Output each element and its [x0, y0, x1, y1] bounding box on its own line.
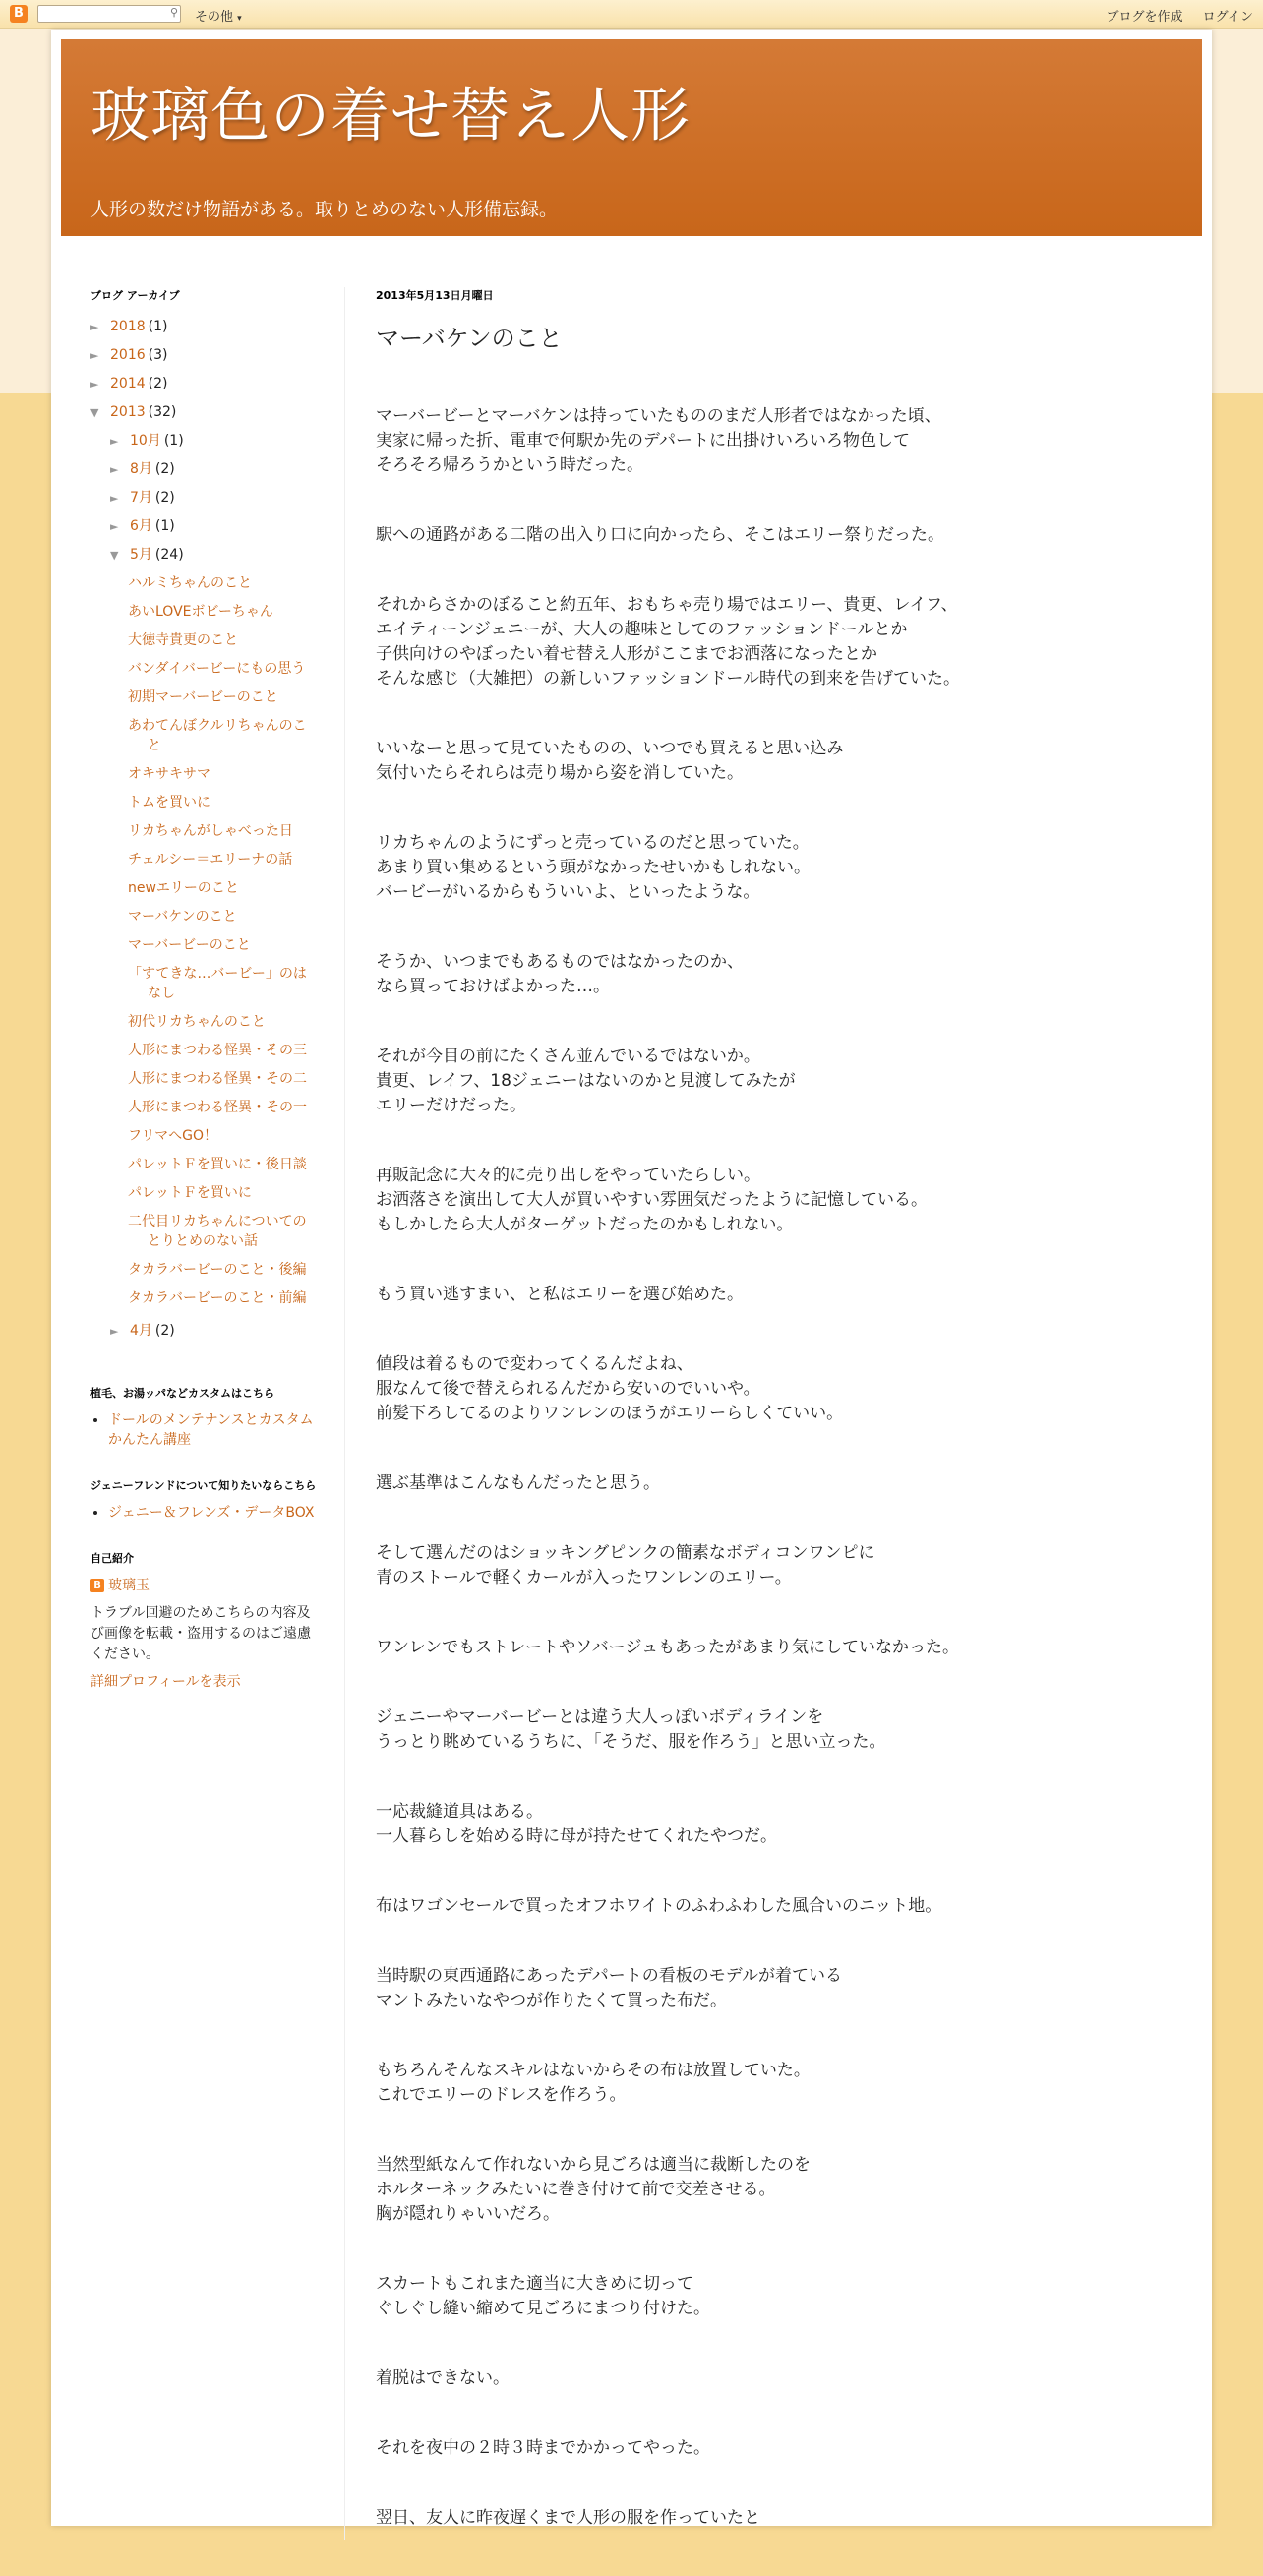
navbar-more-menu[interactable] — [195, 6, 242, 25]
archive-post-link[interactable]: newエリーのこと — [128, 880, 239, 896]
triangle-right-icon[interactable]: ► — [110, 492, 119, 505]
archive-post-link[interactable]: 初代リカちゃんのこと — [128, 1014, 266, 1030]
archive-post-link[interactable]: リカちゃんがしゃべった日 — [128, 823, 293, 839]
blogger-logo-icon[interactable]: B — [10, 5, 28, 23]
triangle-right-icon[interactable]: ► — [110, 435, 119, 448]
archive-post-item — [128, 1069, 317, 1089]
archive-post-link[interactable]: ハルミちゃんのこと — [128, 575, 252, 591]
blog-description: 人形の数だけ物語がある。取りとめのない人形備忘録。 — [90, 199, 559, 220]
post-title: マーバケンのこと — [376, 325, 563, 352]
archive-month-open[interactable] — [90, 541, 317, 569]
archive-year-open[interactable] — [90, 398, 317, 427]
archive-count: (2) — [148, 376, 168, 391]
archive-post-item — [128, 688, 317, 707]
post-paragraph: ワンレンでもストレートやソバージュもあったがあまり気にしていなかった。 — [376, 1638, 959, 1657]
post-paragraph: 当時駅の東西通路にあったデパートの看板のモデルが着ている マントみたいなやつが作りたくて買った布だ。 — [376, 1966, 842, 2010]
triangle-right-icon[interactable]: ► — [110, 520, 119, 533]
post-paragraph: それを夜中の２時３時までかかってやった。 — [376, 2438, 710, 2458]
archive-post-item — [128, 1288, 317, 1308]
maintenance-link[interactable]: ドールのメンテナンスとカスタム かんたん講座 — [108, 1412, 314, 1448]
triangle-down-icon[interactable]: ▼ — [90, 406, 99, 419]
archive-link[interactable]: 8月 — [130, 461, 152, 477]
chevron-down-icon: ▾ — [237, 14, 242, 24]
author-link[interactable]: 玻璃玉 — [108, 1578, 150, 1593]
archive-post-link[interactable]: あわてんぼクルリちゃんのこと — [128, 718, 307, 753]
create-blog-link[interactable]: ブログを作成 — [1106, 10, 1183, 25]
post-paragraph: 駅への通路がある二階の出入り口に向かったら、そこはエリー祭りだった。 — [376, 525, 944, 545]
triangle-right-icon[interactable]: ► — [90, 349, 99, 362]
archive-post-link[interactable]: 人形にまつわる怪異・その三 — [128, 1043, 307, 1058]
custom-link-list — [90, 1410, 317, 1450]
archive-post-list — [90, 573, 317, 1308]
post-paragraph: 一応裁縫道具はある。 一人暮らしを始める時に母が持たせてくれたやつだ。 — [376, 1802, 777, 1846]
archive-link[interactable]: 6月 — [130, 518, 152, 534]
archive-month-april[interactable] — [90, 1317, 317, 1346]
archive-post-link[interactable]: マーバービーのこと — [128, 937, 251, 953]
sidebar — [90, 287, 317, 1691]
triangle-right-icon[interactable]: ► — [90, 378, 99, 390]
blogger-navbar — [0, 0, 1263, 29]
archive-post-item — [128, 1155, 317, 1174]
jenny-link-list — [90, 1503, 317, 1523]
archive-post-item — [128, 764, 317, 784]
post-paragraph: そして選んだのはショッキングピンクの簡素なボディコンワンピに 青のストールで軽くカールが入ったワンレンのエリー。 — [376, 1543, 875, 1588]
link-item — [108, 1410, 317, 1450]
post-paragraph: もう買い逃すまい、と私はエリーを選び始めた。 — [376, 1285, 744, 1304]
post-paragraph: 再販記念に大々的に売り出しをやっていたらしい。 お洒落さを演出して大人が買いやすい雰囲気だったように記憶している。 もしかしたら大人がターゲットだったのかもしれない。 — [376, 1166, 928, 1234]
archive-post-link[interactable]: フリマへGO！ — [128, 1128, 218, 1144]
archive-row[interactable] — [90, 370, 317, 398]
link-item — [108, 1503, 317, 1523]
profile-text: トラブル回避のためこちらの内容及び画像を転載・盗用するのはご遠慮ください。 — [90, 1605, 311, 1662]
view-profile-link[interactable]: 詳細プロフィールを表示 — [90, 1674, 241, 1690]
archive-post-item — [128, 1212, 317, 1251]
archive-link[interactable]: 10月 — [130, 433, 161, 449]
navbar-search-input[interactable] — [37, 5, 181, 23]
main-content — [376, 287, 1163, 2576]
post-paragraph: それからさかのぼること約五年、おもちゃ売り場ではエリー、貴更、レイフ、 エイティーンジェニーが、大人の趣味としてのファッションドールとか 子供向けのやぼったい着せ替え人形がここまでお洒落になったとか そんな感じ（大雑把）の新しいファッションドール時代の到来を告げていた。 — [376, 595, 960, 689]
archive-link[interactable]: 7月 — [130, 490, 152, 506]
post-paragraph: 値段は着るもので変わってくるんだよね、 服なんて後で替えられるんだから安いのでいいや。 前髪下ろしてるのよりワンレンのほうがエリーらしくていい。 — [376, 1354, 844, 1423]
archive-post-item — [128, 878, 317, 898]
blogger-profile-icon: B — [90, 1579, 104, 1592]
navbar-right — [1090, 6, 1253, 25]
post-paragraph: それが今目の前にたくさん並んでいるではないか。 貴更、レイフ、18ジェニーはないのかと見渡してみたが エリーだけだった。 — [376, 1047, 796, 1115]
archive-post-link[interactable]: あいLOVEボビーちゃん — [128, 604, 273, 620]
archive-post-item — [128, 964, 317, 1003]
archive-count: (32) — [148, 404, 177, 420]
archive-post-link[interactable]: 人形にまつわる怪異・その一 — [128, 1100, 307, 1115]
post-paragraph: 当然型紙なんて作れないから見ごろは適当に裁断したのを ホルターネックみたいに巻き付けて前で交差させる。 胸が隠れりゃいいだろ。 — [376, 2155, 811, 2224]
archive-count: (3) — [148, 347, 168, 363]
archive-post-link[interactable]: タカラバービーのこと・後編 — [128, 1262, 307, 1278]
archive-post-item — [128, 602, 317, 622]
blog-header — [61, 39, 1202, 236]
more-label: その他 — [195, 10, 234, 25]
archive-link[interactable]: 2014 — [110, 376, 146, 391]
archive-post-item — [128, 1098, 317, 1117]
archive-year-link[interactable]: 2013 — [110, 404, 146, 420]
archive-post-item — [128, 850, 317, 869]
archive-month-link[interactable]: 4月 — [130, 1323, 152, 1339]
post-date: 2013年5月13日月曜日 — [376, 289, 494, 302]
archive-post-link[interactable]: パレットＦを買いに — [128, 1185, 252, 1201]
archive-post-link[interactable]: チェルシー＝エリーナの話 — [128, 852, 293, 868]
profile-title: 自己紹介 — [90, 1552, 134, 1565]
blog-title[interactable]: 玻璃色の着せ替え人形 — [90, 82, 691, 150]
post-paragraph: 着脱はできない。 — [376, 2368, 510, 2388]
archive-count: (24) — [154, 547, 184, 563]
archive-post-link[interactable]: 人形にまつわる怪異・その二 — [128, 1071, 307, 1087]
triangle-down-icon[interactable]: ▼ — [110, 549, 119, 562]
archive-post-item — [128, 907, 317, 927]
triangle-right-icon[interactable]: ► — [110, 463, 119, 476]
triangle-right-icon[interactable]: ► — [110, 1325, 119, 1338]
archive-link[interactable]: 2018 — [110, 319, 146, 334]
archive-post-item — [128, 821, 317, 841]
archive-count: (2) — [154, 461, 175, 477]
jenny-databox-link[interactable]: ジェニー＆フレンズ・データBOX — [108, 1505, 315, 1521]
archive-post-item — [128, 1260, 317, 1280]
archive-post-item — [128, 573, 317, 593]
archive-post-link[interactable]: パレットＦを買いに・後日談 — [128, 1157, 307, 1172]
archive-count: (1) — [154, 518, 175, 534]
archive-post-link[interactable]: オキサキサマ — [128, 766, 210, 782]
archive-row[interactable] — [90, 512, 317, 541]
archive-row[interactable] — [90, 313, 317, 341]
archive-post-item — [128, 630, 317, 650]
archive-post-link[interactable]: トムを買いに — [128, 795, 210, 810]
archive-post-link[interactable]: タカラバービーのこと・前編 — [128, 1290, 307, 1306]
post-paragraph: 布はワゴンセールで買ったオフホワイトのふわふわした風合いのニット地。 — [376, 1896, 942, 1916]
custom-widget-title: 植毛、お湯ッパなどカスタムはこちら — [90, 1387, 274, 1400]
archive-count: (1) — [148, 319, 168, 334]
archive-post-item — [128, 1012, 317, 1032]
archive-count: (1) — [163, 433, 184, 449]
archive-row[interactable] — [90, 427, 317, 455]
archive-count: (2) — [154, 1323, 175, 1339]
archive-row[interactable] — [90, 455, 317, 484]
archive-post-item — [128, 1126, 317, 1146]
jenny-widget-title: ジェニーフレンドについて知りたいならこちら — [90, 1479, 317, 1492]
archive-post-item — [128, 935, 317, 955]
post-body — [376, 404, 1163, 2531]
triangle-right-icon[interactable]: ► — [90, 321, 99, 333]
search-icon[interactable]: ⚲ — [169, 6, 178, 19]
archive-count: (2) — [154, 490, 175, 506]
post-paragraph: マーバービーとマーバケンは持っていたもののまだ人形者ではなかった頃、 実家に帰った折、電車で何駅か先のデパートに出掛けいろいろ物色して そろそろ帰ろうかという時だった。 — [376, 406, 941, 475]
post-paragraph: いいなーと思って見ていたものの、いつでも買えると思い込み 気付いたらそれらは売り場から姿を消していた。 — [376, 739, 844, 783]
archive-post-item — [128, 793, 317, 812]
page-container — [51, 30, 1212, 2526]
column-divider — [344, 287, 345, 2540]
archive-post-link[interactable]: 二代目リカちゃんについてのとりとめのない話 — [128, 1214, 307, 1249]
archive-post-link[interactable]: 初期マーバービーのこと — [128, 689, 278, 705]
archive-post-link[interactable]: バンダイバービーにもの思う — [128, 661, 306, 677]
archive-post-item — [128, 659, 317, 679]
post-paragraph: もちろんそんなスキルはないからその布は放置していた。 これでエリーのドレスを作ろう。 — [376, 2061, 811, 2105]
archive-row[interactable] — [90, 484, 317, 512]
archive-post-item — [128, 1183, 317, 1203]
archive-post-link[interactable]: 「すてきな…バービー」のはなし — [128, 966, 307, 1001]
archive-row[interactable] — [90, 341, 317, 370]
post-paragraph: ジェニーやマーバービーとは違う大人っぽいボディラインを うっとり眺めているうちに、「そうだ、服を作ろう」と思い立った。 — [376, 1707, 886, 1752]
post-paragraph: スカートもこれまた適当に大きめに切って ぐしぐし縫い縮めて見ごろにまつり付けた。 — [376, 2274, 710, 2318]
post-paragraph: 翌日、友人に昨夜遅くまで人形の服を作っていたと — [376, 2508, 760, 2528]
archive-post-link[interactable]: 大徳寺貴更のこと — [128, 632, 238, 648]
post-paragraph: リカちゃんのようにずっと売っているのだと思っていた。 あまり買い集めるという頭がなかったせいかもしれない。 バービーがいるからもういいよ、といったような。 — [376, 833, 811, 902]
profile-author — [90, 1576, 317, 1595]
archive-title: ブログ アーカイブ — [90, 289, 180, 302]
post-paragraph: 選ぶ基準はこんなもんだったと思う。 — [376, 1473, 660, 1493]
post-paragraph: そうか、いつまでもあるものではなかったのか、 なら買っておけばよかった…。 — [376, 952, 744, 996]
archive-post-item — [128, 1041, 317, 1060]
archive-post-link[interactable]: マーバケンのこと — [128, 909, 237, 925]
archive-link[interactable]: 2016 — [110, 347, 146, 363]
archive-post-item — [128, 716, 317, 755]
archive-month-link[interactable]: 5月 — [130, 547, 152, 563]
login-link[interactable]: ログイン — [1202, 10, 1253, 25]
